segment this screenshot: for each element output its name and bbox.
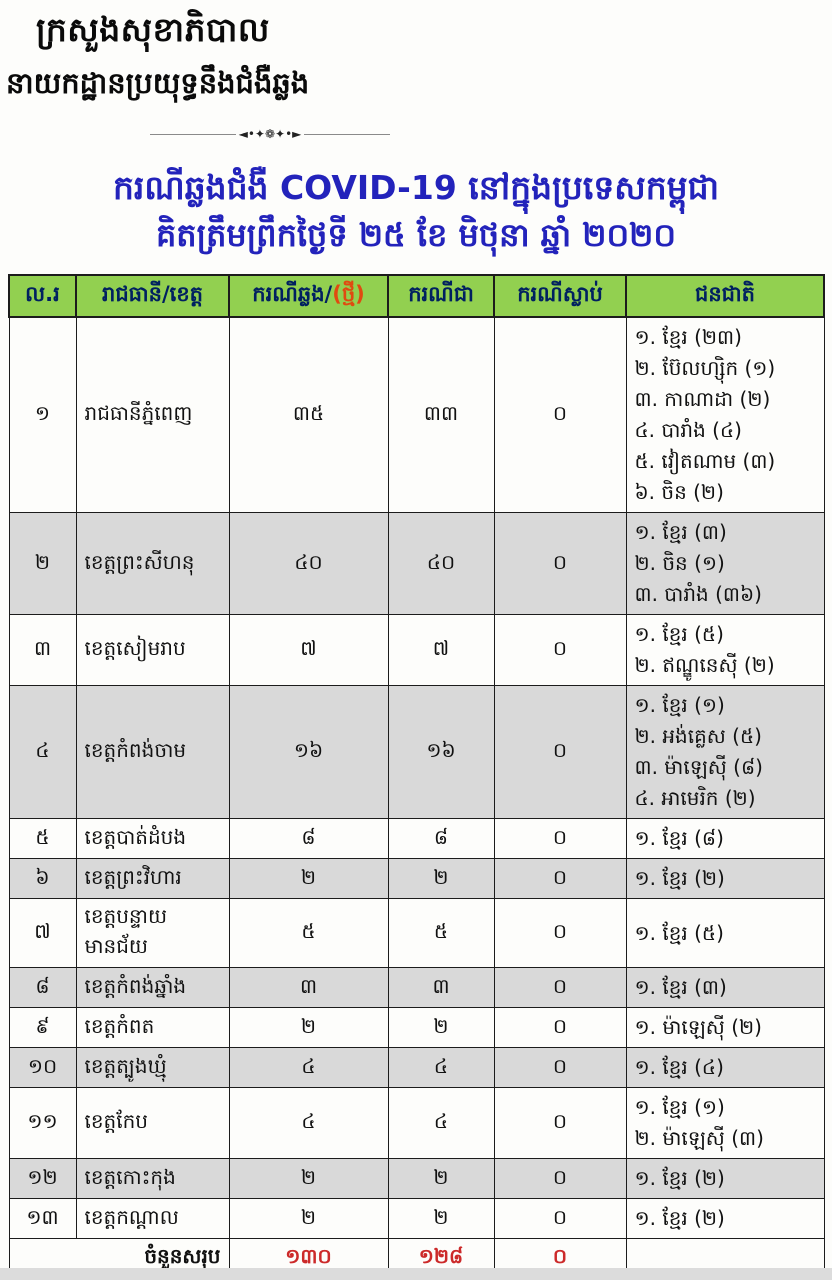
table-row — [9, 686, 824, 819]
deaths-count: ០ — [494, 819, 626, 859]
report-title-line1: ករណីឆ្លងជំងឺ COVID-19 នៅក្នុងប្រទេសកម្ពុជា — [112, 168, 720, 207]
table-row — [9, 513, 824, 615]
scan-edge-strip — [0, 1268, 832, 1280]
nationality-item: ៦. ចិន (២) — [634, 480, 724, 505]
province-name: ខេត្តបន្ទាយមានជ័យ — [76, 899, 229, 968]
cases-count: ៥ — [229, 899, 388, 968]
table-row — [9, 1088, 824, 1159]
nationality-list — [626, 686, 824, 819]
nationality-item: ៥. វៀតណាម (៣) — [634, 449, 776, 474]
nationality-item: ១. ម៉ាឡេស៊ី (២) — [634, 1015, 762, 1040]
recovered-count: ៤០ — [388, 513, 494, 615]
deaths-count: ០ — [494, 859, 626, 899]
nationality-item: ១. ខ្មែរ (២) — [634, 1166, 725, 1191]
nationality-list — [626, 1199, 824, 1239]
total-recovered: ១២៨ — [388, 1239, 494, 1278]
row-number: ៤ — [9, 686, 76, 819]
recovered-count: ១៦ — [388, 686, 494, 819]
table-row — [9, 899, 824, 968]
nationality-item: ៤. អាមេរិក (២) — [634, 786, 756, 811]
province-name: ខេត្តកោះកុង — [76, 1159, 229, 1199]
province-name: ខេត្តកណ្ដាល — [76, 1199, 229, 1239]
deaths-count: ០ — [494, 1048, 626, 1088]
table-row — [9, 1048, 824, 1088]
nationality-item: ១. ខ្មែរ (២) — [634, 1206, 725, 1231]
table-row — [9, 317, 824, 513]
deaths-count: ០ — [494, 1008, 626, 1048]
nationality-item: ២. អង់គ្លេស (៥) — [634, 724, 762, 749]
nationality-item: ១. ខ្មែរ (១) — [634, 1095, 725, 1120]
row-number: ១ — [9, 317, 76, 513]
deaths-count: ០ — [494, 968, 626, 1008]
province-name: ខេត្តកំពត — [76, 1008, 229, 1048]
nationality-list — [626, 1048, 824, 1088]
province-name: ខេត្តត្បូងឃ្មុំ — [76, 1048, 229, 1088]
nationality-list — [626, 1159, 824, 1199]
deaths-count: ០ — [494, 615, 626, 686]
province-name: ខេត្តព្រះវិហារ — [76, 859, 229, 899]
deaths-count: ០ — [494, 1088, 626, 1159]
divider-ornament-icon: ◄•✦❁✦•► — [238, 127, 302, 141]
report-title-line2: គិតត្រឹមព្រឹកថ្ងៃទី ២៥ ខែ មិថុនា ឆ្នាំ ២០២០ — [155, 215, 677, 254]
recovered-count: ៣៣ — [388, 317, 494, 513]
province-name: ខេត្តបាត់ដំបង — [76, 819, 229, 859]
nationality-list — [626, 513, 824, 615]
total-label: ចំនួនសរុប — [9, 1239, 229, 1278]
header-nationality: ជនជាតិ — [626, 275, 824, 317]
row-number: ១២ — [9, 1159, 76, 1199]
nationality-item: ១. ខ្មែរ (១) — [634, 693, 725, 718]
recovered-count: ២ — [388, 1159, 494, 1199]
recovered-count: ២ — [388, 859, 494, 899]
nationality-list — [626, 819, 824, 859]
cases-count: ៣៥ — [229, 317, 388, 513]
province-name: រាជធានីភ្នំពេញ — [76, 317, 229, 513]
table-row — [9, 1008, 824, 1048]
recovered-count: ៣ — [388, 968, 494, 1008]
nationality-item: ១. ខ្មែរ (៣) — [634, 520, 727, 545]
nationality-item: ១. ខ្មែរ (២៣) — [634, 325, 742, 350]
nationality-item: ៣. កាណាដា (២) — [634, 387, 771, 412]
cases-count: ១៦ — [229, 686, 388, 819]
nationality-item: ៤. បារាំង (៤) — [634, 418, 742, 443]
nationality-list — [626, 317, 824, 513]
table-row — [9, 968, 824, 1008]
cases-count: ២ — [229, 1008, 388, 1048]
nationality-item: ២. ចិន (១) — [634, 551, 725, 576]
nationality-list — [626, 968, 824, 1008]
header-cases — [229, 275, 388, 317]
recovered-count: ៧ — [388, 615, 494, 686]
row-number: ៣ — [9, 615, 76, 686]
table-row — [9, 615, 824, 686]
covid-cases-table — [8, 274, 825, 1278]
row-number: ១០ — [9, 1048, 76, 1088]
cases-count: ២ — [229, 1159, 388, 1199]
deaths-count: ០ — [494, 513, 626, 615]
nationality-item: ១. ខ្មែរ (៥) — [634, 920, 724, 945]
nationality-list — [626, 1008, 824, 1048]
table-row — [9, 1159, 824, 1199]
deaths-count: ០ — [494, 317, 626, 513]
divider-line-left — [150, 134, 236, 135]
row-number: ៥ — [9, 819, 76, 859]
nationality-item: ២. ប៊ែលហ្ស៊ិក (១) — [634, 356, 776, 381]
province-name: ខេត្តសៀមរាប — [76, 615, 229, 686]
divider-ornament — [150, 128, 390, 140]
province-name: ខេត្តកំពង់ឆ្នាំង — [76, 968, 229, 1008]
row-number: ៦ — [9, 859, 76, 899]
province-name: ខេត្តកំពង់ចាម — [76, 686, 229, 819]
nationality-item: ២. ឥណ្ឌូនេស៊ី (២) — [634, 653, 775, 678]
nationality-list — [626, 899, 824, 968]
cases-count: ៤០ — [229, 513, 388, 615]
header-deaths: ករណីស្លាប់ — [494, 275, 626, 317]
nationality-list — [626, 615, 824, 686]
recovered-count: ៤ — [388, 1088, 494, 1159]
header-province: រាជធានី/ខេត្ត — [76, 275, 229, 317]
row-number: ៨ — [9, 968, 76, 1008]
recovered-count: ៥ — [388, 899, 494, 968]
deaths-count: ០ — [494, 1159, 626, 1199]
table-body — [9, 317, 824, 1239]
cases-count: ៤ — [229, 1088, 388, 1159]
header-cases-new-label: (ថ្មី) — [332, 281, 365, 306]
nationality-item: ១. ខ្មែរ (៣) — [634, 975, 727, 1000]
nationality-item: ៣. បារាំង (៣៦) — [634, 582, 762, 607]
nationality-item: ១. ខ្មែរ (២) — [634, 866, 725, 891]
cases-count: ៣ — [229, 968, 388, 1008]
recovered-count: ៨ — [388, 819, 494, 859]
deaths-count: ០ — [494, 686, 626, 819]
total-cases: ១៣០ — [229, 1239, 388, 1278]
recovered-count: ២ — [388, 1008, 494, 1048]
nationality-item: ១. ខ្មែរ (៨) — [634, 826, 724, 851]
row-number: ៩ — [9, 1008, 76, 1048]
table-row — [9, 859, 824, 899]
cases-count: ២ — [229, 1199, 388, 1239]
header-recovered: ករណីជា — [388, 275, 494, 317]
nationality-item: ១. ខ្មែរ (៤) — [634, 1055, 724, 1080]
nationality-item: ៣. ម៉ាឡេស៊ី (៨) — [634, 755, 763, 780]
nationality-item: ១. ខ្មែរ (៥) — [634, 622, 724, 647]
cases-count: ៤ — [229, 1048, 388, 1088]
row-number: ២ — [9, 513, 76, 615]
recovered-count: ២ — [388, 1199, 494, 1239]
header-no: ល.រ — [9, 275, 76, 317]
total-deaths: ០ — [494, 1239, 626, 1278]
row-number: ១៣ — [9, 1199, 76, 1239]
department-name: នាយកដ្ឋានប្រយុទ្ធនឹងជំងឺឆ្លង — [6, 66, 310, 100]
table-row — [9, 819, 824, 859]
cases-count: ៨ — [229, 819, 388, 859]
table-row — [9, 1199, 824, 1239]
divider-line-right — [304, 134, 390, 135]
deaths-count: ០ — [494, 1199, 626, 1239]
deaths-count: ០ — [494, 899, 626, 968]
report-title — [0, 164, 832, 258]
row-number: ១១ — [9, 1088, 76, 1159]
cases-count: ៧ — [229, 615, 388, 686]
cases-count: ២ — [229, 859, 388, 899]
nationality-list — [626, 1088, 824, 1159]
table-header-row — [9, 275, 824, 317]
recovered-count: ៤ — [388, 1048, 494, 1088]
row-number: ៧ — [9, 899, 76, 968]
nationality-list — [626, 859, 824, 899]
province-name: ខេត្តព្រះសីហនុ — [76, 513, 229, 615]
ministry-name: ក្រសួងសុខាភិបាល — [36, 10, 270, 49]
nationality-item: ២. ម៉ាឡេស៊ី (៣) — [634, 1126, 764, 1151]
header-cases-label: ករណីឆ្លង/ — [252, 281, 333, 306]
province-name: ខេត្តកែប — [76, 1088, 229, 1159]
